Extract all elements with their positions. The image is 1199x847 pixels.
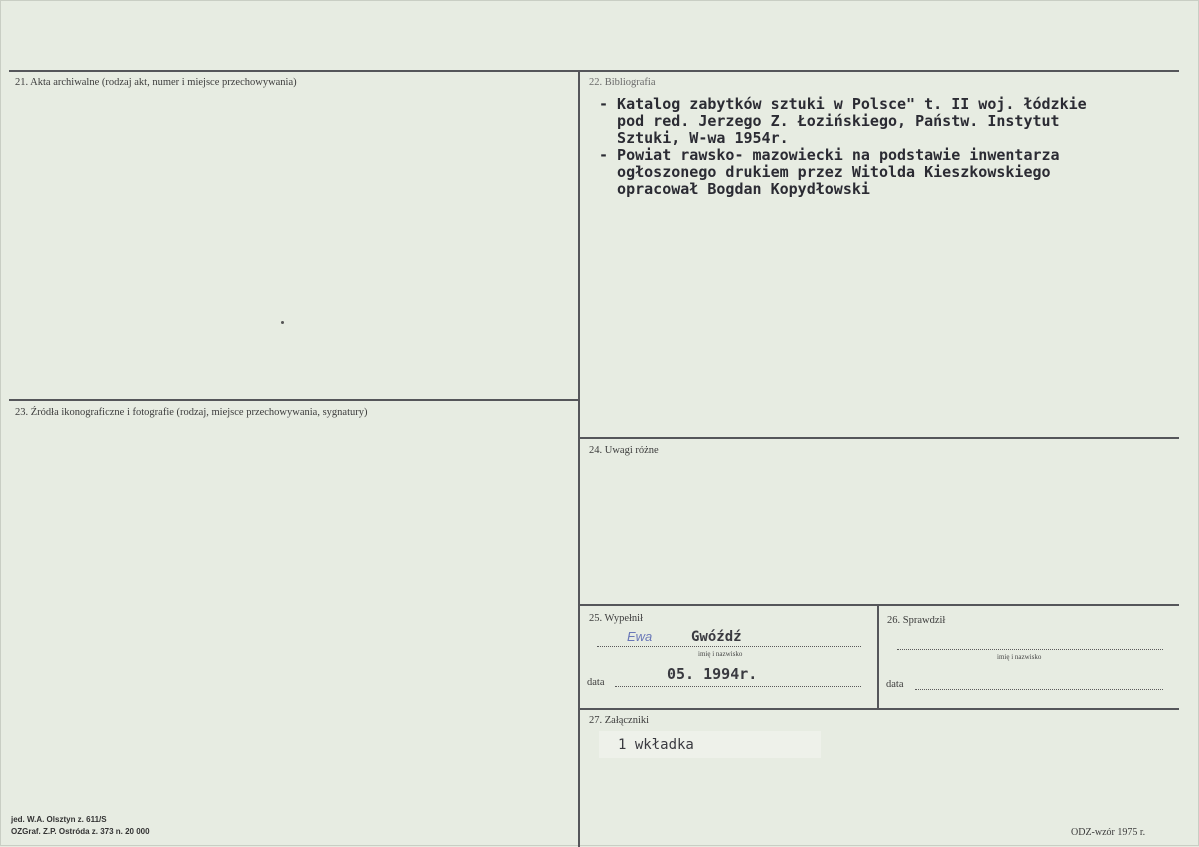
- sprawdzil-name-line: [897, 649, 1163, 650]
- wypelnil-date-line: [615, 686, 861, 687]
- bibliografia-line: Sztuki, W-wa 1954r.: [599, 129, 789, 147]
- bibliografia-text: [599, 96, 1087, 198]
- footer-print-line-2: OZGraf. Z.P. Ostróda z. 373 n. 20 000: [11, 827, 150, 836]
- left-mid-rule: [9, 399, 579, 401]
- bibliografia-line: ogłoszonego drukiem przez Witolda Kieszkowskiego: [599, 163, 1051, 181]
- wypelnil-date-label: data: [587, 677, 605, 688]
- top-rule: [9, 70, 1179, 72]
- akta-label: 21. Akta archiwalne (rodzaj akt, numer i miejsce przechowywania): [15, 77, 297, 88]
- sprawdzil-name-caption: imię i nazwisko: [997, 653, 1042, 661]
- wypelnil-label: 25. Wypełnił: [589, 613, 644, 624]
- center-divider: [578, 71, 580, 847]
- wypelnil-name-line: [597, 646, 861, 647]
- right-rule-27: [579, 708, 1179, 710]
- wypelnil-date-value: 05. 1994r.: [667, 665, 758, 683]
- wypelnil-first-name: Ewa: [627, 629, 653, 644]
- uwagi-label: 24. Uwagi różne: [589, 445, 659, 456]
- wypelnil-name-caption: imię i nazwisko: [698, 650, 743, 658]
- bibliografia-label: 22. Bibliografia: [589, 77, 656, 88]
- sprawdzil-date-label: data: [886, 679, 904, 690]
- zalaczniki-value: 1 wkładka: [618, 737, 694, 753]
- right-rule-24: [579, 437, 1179, 439]
- wypelnil-surname: Gwóźdź: [691, 629, 742, 645]
- divider-25-26: [877, 605, 879, 709]
- bibliografia-line: opracował Bogdan Kopydłowski: [599, 180, 870, 198]
- sprawdzil-date-line: [915, 689, 1163, 690]
- bibliografia-line: - Powiat rawsko- mazowiecki na podstawie inwentarza: [599, 146, 1060, 164]
- sprawdzil-label: 26. Sprawdził: [887, 615, 946, 626]
- right-rule-25: [579, 604, 1179, 606]
- zrodla-label: 23. Źródła ikonograficzne i fotografie (rodzaj, miejsce przechowywania, sygnatury): [15, 407, 368, 418]
- zalaczniki-label: 27. Załączniki: [589, 715, 650, 726]
- bibliografia-line: - Katalog zabytków sztuki w Polsce" t. II woj. łódzkie: [599, 95, 1087, 113]
- form-id: ODZ-wzór 1975 r.: [1071, 827, 1146, 838]
- bibliografia-line: pod red. Jerzego Z. Łozińskiego, Państw. Instytut: [599, 112, 1060, 130]
- paper-speck: [281, 321, 284, 324]
- footer-print-line-1: jed. W.A. Olsztyn z. 611/S: [11, 815, 107, 824]
